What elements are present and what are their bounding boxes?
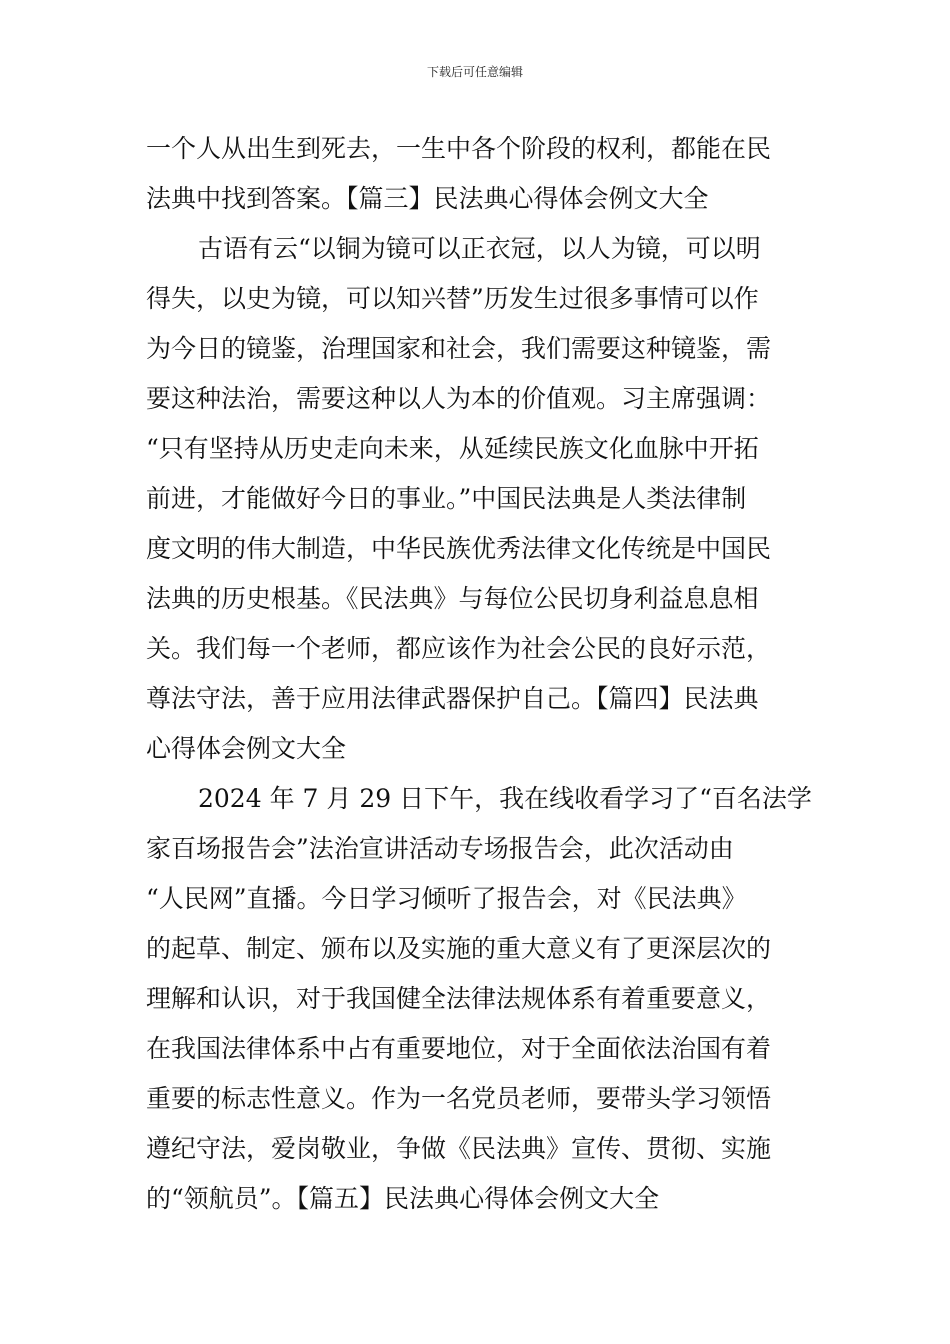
page-header-note: 下载后可任意编辑 [426,65,523,79]
text-line: 一个人从出生到死去，一生中各个阶段的权利，都能在民 [146,134,772,163]
document-body [146,124,810,1224]
text-line: 理解和认识，对于我国健全法律法规体系有着重要意义， [146,984,772,1013]
text-line: 法典的历史根基。《民法典》与每位公民切身利益息息相 [146,584,759,613]
text-line: 重要的标志性意义。作为一名党员老师，要带头学习领悟 [146,1084,772,1113]
text-line: 家百场报告会”法治宣讲活动专场报告会，此次活动由 [146,834,734,863]
text-line: 得失，以史为镜，可以知兴替”历发生过很多事情可以作 [146,284,759,313]
text-line: 尊法守法，善于应用法律武器保护自己。【篇四】民法典 [146,684,759,713]
text-line: 关。我们每一个老师，都应该作为社会公民的良好示范， [146,634,772,663]
text-line: “只有坚持从历史走向未来，从延续民族文化血脉中开拓 [146,434,759,463]
text-line: 度文明的伟大制造，中华民族优秀法律文化传统是中国民 [146,534,772,563]
text-line: 为今日的镜鉴，治理国家和社会，我们需要这种镜鉴，需 [146,334,772,363]
text-line: “人民网”直播。今日学习倾听了报告会，对《民法典》 [146,884,747,913]
text-line: 在我国法律体系中占有重要地位，对于全面依法治国有着 [146,1034,772,1063]
text-line: 法典中找到答案。【篇三】民法典心得体会例文大全 [146,184,709,213]
text-line: 的起草、制定、颁布以及实施的重大意义有了更深层次的 [146,934,772,963]
paragraph-start-line: 古语有云“以铜为镜可以正衣冠，以人为镜，可以明 [198,234,761,263]
text-line: 心得体会例文大全 [146,734,347,763]
paragraph-start-line: 2024 年 7 月 29 日下午，我在线收看学习了“百名法学 [198,784,812,813]
text-line: 遵纪守法，爱岗敬业，争做《民法典》宣传、贯彻、实施 [146,1134,772,1163]
text-line: 要这种法治，需要这种以人为本的价值观。习主席强调： [146,384,772,413]
text-line: 前进，才能做好今日的事业。”中国民法典是人类法律制 [146,484,747,513]
text-line: 的“领航员”。【篇五】民法典心得体会例文大全 [146,1184,660,1213]
